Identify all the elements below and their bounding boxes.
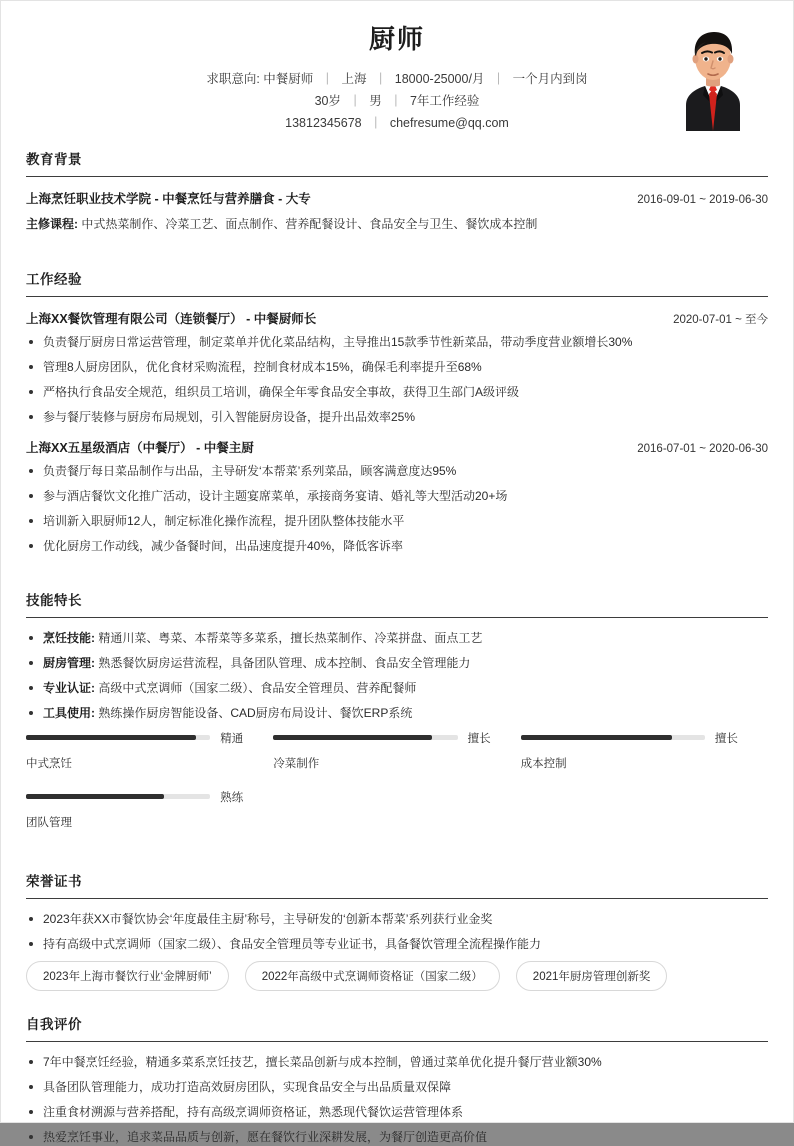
skill-bar [521,730,768,771]
skill-text: 高级中式烹调师（国家二级）、食品安全管理员、营养配餐师 [98,680,417,695]
section-skills [1,589,793,848]
skill-bar-label: 冷菜制作 [273,757,320,770]
skill-text: 熟悉餐饮厨房运营流程，具备团队管理、成本控制、食品安全管理能力 [98,655,471,670]
honor-tag[interactable]: 2023年上海市餐饮行业‘金牌厨师’ [26,961,229,991]
skill-text: 精通川菜、粤菜、本帮菜等多菜系，擅长热菜制作、冷菜拼盘、面点工艺 [98,630,483,645]
education-date: 2016-09-01 ~ 2019-06-30 [637,193,768,206]
section-title-skills: 技能特长 [26,592,82,608]
skill-bar-row [26,789,243,805]
contact-email[interactable]: chefresume@qq.com [389,115,509,130]
honor-tag-group [26,961,768,991]
work-company: 上海XX五星级酒店（中餐厅） - 中餐主厨 [26,440,254,455]
section-honors [1,870,793,991]
honor-tag[interactable]: 2021年厨房管理创新奖 [516,961,668,991]
skill-bar-row [26,730,243,746]
skill-label: 烹饪技能: [43,630,95,645]
section-title-education: 教育背景 [26,151,82,167]
list-item: 热爱烹饪事业，追求菜品品质与创新，愿在餐饮行业深耕发展，为餐厅创造更高价值 [26,1129,768,1146]
personal-info-line [26,90,768,112]
job-intent-city: 上海 [341,71,367,86]
skill-bar-label: 成本控制 [520,757,567,770]
skill-bar [273,730,520,771]
list-item: 注重食材溯源与营养搭配，持有高级烹调师资格证，熟悉现代餐饮运营管理体系 [26,1104,768,1121]
job-intent-position: 中餐厨师 [263,71,314,86]
skill-bar-level: 擅长 [467,732,491,745]
skill-bar-level: 精通 [220,732,244,745]
job-intent-label: 求职意向: [206,71,260,86]
list-item: 严格执行食品安全规范，组织员工培训，确保全年零食品安全事故，获得卫生部门A级评级 [26,384,768,401]
skill-bar-track [26,794,210,799]
work-date: 2020-07-01 ~ 至今 [673,313,768,326]
education-courses-label: 主修课程: [26,216,78,231]
resume-header [1,1,793,148]
separator-icon: | [496,70,501,85]
separator-icon: | [394,92,398,107]
list-item [26,655,768,672]
spacer [1,991,793,1013]
contact-line [26,112,768,134]
skill-bar-row [273,730,490,746]
list-item [26,705,768,722]
personal-age: 30岁 [314,93,341,108]
skill-bar-fill [26,735,196,740]
skill-bar-label: 团队管理 [26,816,72,829]
section-divider [26,898,768,899]
section-divider [26,296,768,297]
skill-label: 专业认证: [43,680,95,695]
separator-icon: | [379,70,383,85]
work-entry-head [26,309,768,327]
section-self-evaluation [1,1013,793,1146]
skills-bullet-list [26,630,768,722]
separator-icon: | [325,70,330,85]
list-item [26,680,768,697]
list-item: 具备团队管理能力，成功打造高效厨房团队，实现食品安全与出品质量双保障 [26,1079,768,1096]
section-work-experience [1,268,793,555]
work-company: 上海XX餐饮管理有限公司（连锁餐厅） - 中餐厨师长 [26,311,317,326]
work-entry [26,438,768,555]
personal-experience: 7年工作经验 [409,93,480,108]
skill-label: 工具使用: [43,705,95,720]
skill-label: 厨房管理: [43,655,95,670]
section-divider [26,1041,768,1042]
honor-tag[interactable]: 2022年高级中式烹调师资格证（国家二级） [245,961,500,991]
skill-bar-fill [26,794,164,799]
spacer [1,848,793,870]
section-title-work: 工作经验 [26,271,82,287]
work-bullet-list [26,334,768,426]
list-item: 负责餐厅厨房日常运营管理，制定菜单并优化菜品结构，主导推出15款季节性新菜品，带动季度营业额增长30% [26,334,768,351]
spacer [1,567,793,589]
section-title-honors: 荣誉证书 [26,873,82,889]
list-item: 管理8人厨房团队，优化食材采购流程，控制食材成本15%，确保毛利率提升至68% [26,359,768,376]
skill-bar-level: 熟练 [220,791,244,804]
section-education [1,148,793,234]
list-item: 7年中餐烹饪经验，精通多菜系烹饪技艺，擅长菜品创新与成本控制，曾通过菜单优化提升餐厅营业额30% [26,1054,768,1071]
skill-bar-group [26,730,768,848]
skill-bar-fill [521,735,672,740]
skill-bar [26,730,273,771]
section-divider [26,176,768,177]
header-text-block [26,25,768,134]
skill-bar-track [521,735,705,740]
section-divider [26,617,768,618]
avatar-portrait-icon [659,23,767,131]
education-entry-head [26,189,768,207]
skill-bar-fill [273,735,431,740]
skill-bar-track [273,735,457,740]
work-bullet-list [26,463,768,555]
job-intent-availability: 一个月内到岗 [512,71,588,86]
spacer [1,246,793,268]
personal-gender: 男 [369,93,382,108]
skill-bar-track [26,735,210,740]
skill-bar-row [521,730,738,746]
list-item: 2023年获XX市餐饮协会‘年度最佳主厨’称号，主导研发的‘创新本帮菜’系列获行业金奖 [26,911,768,928]
separator-icon: | [374,114,378,129]
work-entry-head [26,438,768,456]
self-evaluation-bullet-list [26,1054,768,1146]
skill-bar-label: 中式烹饪 [26,757,72,770]
list-item: 培训新入职厨师12人，制定标准化操作流程，提升团队整体技能水平 [26,513,768,530]
education-school: 上海烹饪职业技术学院 - 中餐烹饪与营养膳食 - 大专 [26,191,311,206]
work-date: 2016-07-01 ~ 2020-06-30 [637,442,768,455]
skill-text: 熟练操作厨房智能设备、CAD厨房布局设计、餐饮ERP系统 [98,705,413,720]
skill-bar-level: 擅长 [714,732,738,745]
contact-phone[interactable]: 13812345678 [285,115,362,130]
avatar [659,23,767,131]
list-item: 优化厨房工作动线，减少备餐时间，出品速度提升40%，降低客诉率 [26,538,768,555]
list-item: 参与餐厅装修与厨房布局规划，引入智能厨房设备，提升出品效率25% [26,409,768,426]
page-title: 厨师 [368,24,425,54]
education-entry [26,189,768,234]
honors-bullet-list [26,911,768,953]
skill-bar [26,789,273,830]
education-courses [26,214,768,234]
education-courses-text: 中式热菜制作、冷菜工艺、面点制作、营养配餐设计、食品安全与卫生、餐饮成本控制 [81,216,538,231]
job-intent-line [26,68,768,90]
job-intent-salary: 18000-25000/月 [394,71,485,86]
list-item [26,630,768,647]
separator-icon: | [353,92,357,107]
list-item: 负责餐厅每日菜品制作与出品，主导研发‘本帮菜’系列菜品，顾客满意度达95% [26,463,768,480]
list-item: 参与酒店餐饮文化推广活动，设计主题宴席菜单，承接商务宴请、婚礼等大型活动20+场 [26,488,768,505]
work-entry [26,309,768,426]
list-item: 持有高级中式烹调师（国家二级）、食品安全管理员等专业证书，具备餐饮管理全流程操作能力 [26,936,768,953]
section-title-self-evaluation: 自我评价 [26,1016,82,1032]
